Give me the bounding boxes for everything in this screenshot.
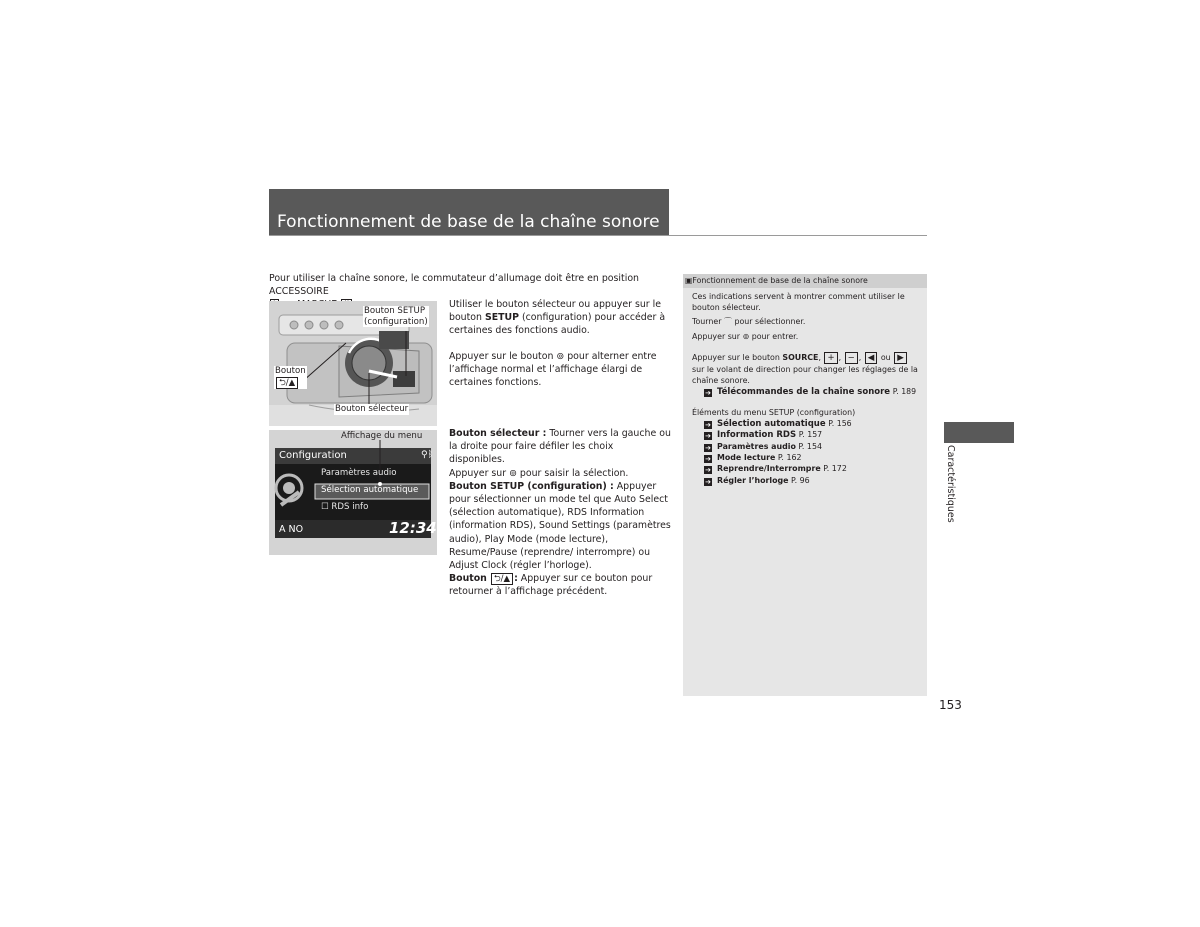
back-key-icon: ⮌/▲ — [491, 573, 513, 585]
selector-press-icon: ⊚ — [509, 467, 517, 479]
screen-menu-item: Paramètres audio — [321, 468, 397, 478]
screen-title: Configuration — [279, 450, 347, 461]
section-side-label: Caractéristiques — [945, 445, 956, 523]
selector-press-icon: ⊚ — [742, 332, 750, 341]
link-arrow-icon: ➔ — [705, 466, 711, 474]
paragraph-display-toggle: Appuyer sur le bouton ⊚ pour alterner entre l’affichage normal et l’affichage élargi de certaines fonctions. — [449, 351, 657, 389]
left-key-icon: ◀ — [865, 352, 878, 364]
link-regler-horloge[interactable]: ➔ Régler l’horloge P. 96 — [705, 476, 810, 486]
right-key-icon: ▶ — [894, 352, 907, 364]
link-arrow-icon: ➔ — [705, 478, 711, 486]
sidebar-header-text: ▣Fonctionnement de base de la chaîne sonore — [685, 276, 868, 285]
back-key-icon: ⮌/▲ — [276, 377, 298, 389]
sidebar-turn: Tourner ⌒ pour sélectionner. — [692, 317, 806, 326]
intro-text: Pour utiliser la chaîne sonore, le commutateur d’allumage doit être en position ACCESSOIRE — [269, 273, 639, 298]
sidebar-intro: Ces indications servent à montrer comment utiliser le bouton sélecteur. — [692, 292, 905, 313]
screen-menu-item-selected: Sélection automatique — [321, 485, 419, 495]
selector-press-icon: ⊚ — [556, 351, 565, 362]
plus-key-icon: + — [824, 352, 837, 364]
screen-status-icons: ⚲ᛒ — [421, 450, 433, 460]
link-parametres-audio[interactable]: ➔ Paramètres audio P. 154 — [705, 442, 822, 452]
setup-button-label: Bouton SETUP (configuration) — [364, 306, 428, 327]
note-icon: ▣ — [685, 276, 693, 285]
link-arrow-icon: ➔ — [705, 432, 711, 440]
screen-clock: 12:34 — [389, 519, 437, 537]
link-arrow-icon: ➔ — [705, 389, 711, 397]
link-reprendre-interrompre[interactable]: ➔ Reprendre/Interrompre P. 172 — [705, 464, 847, 474]
paragraph-buttons: Bouton sélecteur : Tourner vers la gauche ou la droite pour faire défiler les choix disponibles. Appuyer sur ⊚ pour saisir la sélection. Bouton SETUP (configuration) : Appuyer pour sélectionner un mode tel que Auto Select (sélection automatique), RDS Information (information RDS), Sound Settings (paramètres audio), Play Mode (mode lecture), Resume/Pause (reprendre/ interrompre) ou Adjust Clock (régler l’horloge). Bouton ⮌/▲ : Appuyer sur ce bouton pour retourner à l’affichage précédent. — [449, 428, 671, 598]
screen-status-left: A NO — [279, 524, 304, 535]
link-remote-controls[interactable]: ➔ Télécommandes de la chaîne sonore P. 189 — [705, 387, 917, 397]
screen-menu-item: ☐ RDS info — [321, 502, 369, 512]
selector-button-label: Bouton sélecteur — [335, 404, 409, 414]
selector-turn-icon: ⌒ — [724, 317, 732, 326]
back-button-label: Bouton ⮌/▲ — [275, 366, 306, 388]
link-arrow-icon: ➔ — [705, 421, 711, 429]
menu-display-caption: Affichage du menu — [341, 431, 423, 441]
section-tab — [944, 422, 1014, 443]
sidebar-source: Appuyer sur le bouton SOURCE, + , − , ◀ ou ▶ sur le volant de direction pour changer les réglages de la chaîne sonore. — [692, 353, 918, 386]
sidebar-menu-heading: Éléments du menu SETUP (configuration) — [692, 408, 856, 417]
link-selection-automatique[interactable]: ➔ Sélection automatique P. 156 — [705, 419, 852, 429]
link-mode-lecture[interactable]: ➔ Mode lecture P. 162 — [705, 453, 802, 463]
link-arrow-icon: ➔ — [705, 444, 711, 452]
sidebar-press: Appuyer sur ⊚ pour entrer. — [692, 332, 799, 341]
link-information-rds[interactable]: ➔ Information RDS P. 157 — [705, 430, 823, 440]
page-title: Fonctionnement de base de la chaîne sonore — [277, 212, 660, 232]
minus-key-icon: − — [845, 352, 858, 364]
title-rule — [269, 235, 927, 236]
page-number: 153 — [939, 698, 962, 712]
paragraph-setup: Utiliser le bouton sélecteur ou appuyer sur le bouton SETUP (configuration) pour accéder à certaines des fonctions audio. — [449, 299, 666, 337]
link-arrow-icon: ➔ — [705, 455, 711, 463]
